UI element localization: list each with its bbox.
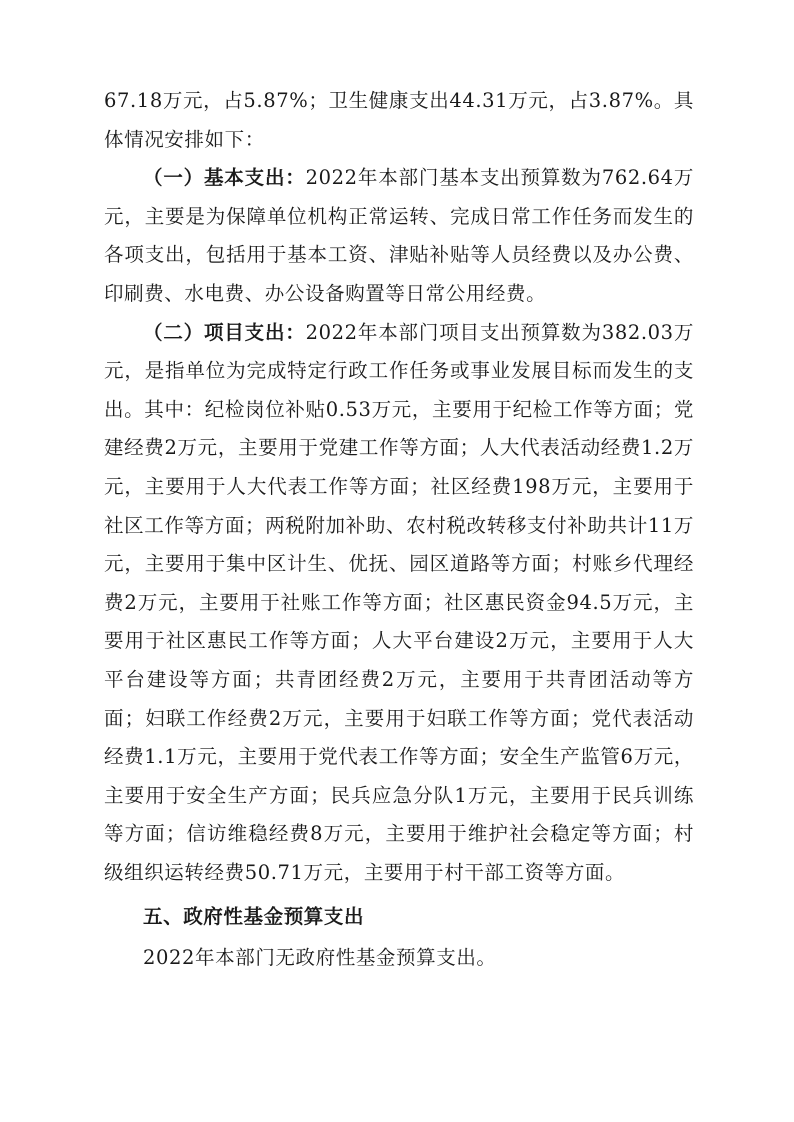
basic-expenditure-heading: （一）基本支出： (143, 166, 306, 190)
project-expenditure-body: 2022年本部门项目支出预算数为382.03万元，是指单位为完成特定行政工作任务或事业发展目标而发生的支出。其中：纪检岗位补贴0.53万元，主要用于纪检工作等方面；党建经费2万元，主要用于党建工作等方面；人大代表活动经费1.2万元，主要用于人大代表工作等方面；社区经费198万元，主要用于社区工作等方面；两税附加补助、农村税改转移支付补助共计11万元，主要用于集中区计生、优抚、园区道路等方面；村账乡代理经费2万元，主要用于社账工作等方面；社区惠民资金94.5万元，主要用于社区惠民工作等方面；人大平台建设2万元，主要用于人大平台建设等方面；共青团经费2万元，主要用于共青团活动等方面；妇联工作经费2万元，主要用于妇联工作等方面；党代表活动经费1.1万元，主要用于党代表工作等方面；安全生产监管6万元，主要用于安全生产方面；民兵应急分队1万元，主要用于民兵训练等方面；信访维稳经费8万元，主要用于维护社会稳定等方面；村级组织运转经费50.71万元，主要用于村干部工资等方面。 (104, 320, 694, 884)
section-five-heading: 五、政府性基金预算支出 (143, 905, 365, 929)
intro-paragraph: 67.18万元，占5.87%；卫生健康支出44.31万元，占3.87%。具体情况安排如下： (104, 89, 694, 151)
document-page (104, 82, 694, 978)
project-expenditure-heading: （二）项目支出： (143, 320, 306, 344)
section-five-body: 2022年本部门无政府性基金预算支出。 (143, 946, 497, 970)
basic-expenditure-body: 2022年本部门基本支出预算数为762.64万元，主要是为保障单位机构正常运转、完成日常工作任务而发生的各项支出，包括用于基本工资、津贴补贴等人员经费以及办公费、印刷费、水电费、办公设备购置等日常公用经费。 (104, 166, 694, 305)
basic-expenditure-paragraph (104, 159, 694, 313)
project-expenditure-paragraph (104, 314, 694, 893)
